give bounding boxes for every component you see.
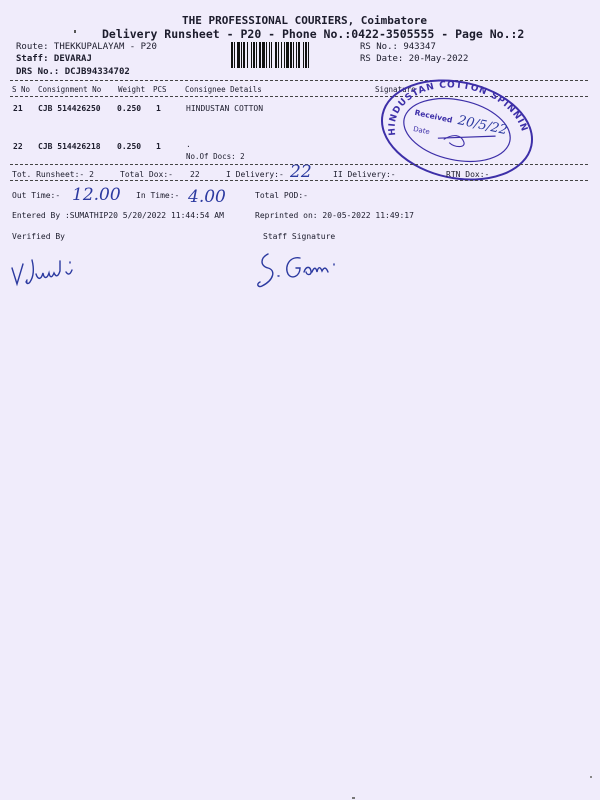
barcode-bar (293, 42, 294, 68)
row-consignment: CJB 514426218 (38, 142, 101, 151)
stamp-org: HINDUSTAN COTTON SPINNING (387, 80, 530, 137)
row-consignee: . (186, 140, 191, 149)
col-header-consignment: Consignment No (38, 85, 102, 94)
row-pcs: 1 (156, 104, 161, 113)
row-weight: 0.250 (117, 142, 142, 151)
staff-label: Staff: DEVARAJ (16, 54, 92, 64)
total-dox-label: Total Dox:- (120, 170, 173, 179)
in-time-handwritten: 4.00 (188, 187, 226, 207)
barcode-bar (256, 42, 257, 68)
scan-speck (590, 776, 592, 778)
verified-by-label: Verified By (12, 232, 65, 241)
rs-number: RS No.: 943347 (360, 42, 436, 52)
runsheet-subtitle: Delivery Runsheet - P20 - Phone No.:0422-3505555 - Page No.:2 (102, 27, 525, 41)
barcode-bar (275, 42, 277, 68)
rs-date: RS Date: 20-May-2022 (360, 54, 469, 64)
stamp-handwritten-date: 20/5/22 (456, 113, 509, 139)
route-label: Route: THEKKUPALAYAM - P20 (16, 42, 157, 52)
ii-delivery-label: II Delivery:- (333, 170, 396, 179)
barcode-bar (269, 42, 270, 68)
barcode-bar (278, 42, 279, 68)
out-time-handwritten: 12.00 (72, 185, 121, 205)
row-docs-note: No.Of Docs: 2 (186, 152, 245, 161)
barcode-bar (262, 42, 265, 68)
entered-by: Entered By :SUMATHIP20 5/20/2022 11:44:54 AM (12, 211, 224, 220)
barcode-bar (286, 42, 289, 68)
received-stamp (376, 76, 538, 184)
row-consignment: CJB 514426250 (38, 104, 101, 113)
barcode-bar (237, 42, 240, 68)
barcode-bar (308, 42, 309, 68)
i-delivery-label: I Delivery:- (226, 170, 284, 179)
row-sno: 21 (13, 104, 23, 113)
tot-runsheet: Tot. Runsheet:- 2 (12, 170, 94, 179)
total-dox-value: 22 (190, 170, 200, 179)
barcode-bar (296, 42, 297, 68)
barcode-bar (281, 42, 282, 68)
barcode-bar (266, 42, 267, 68)
out-time-label: Out Time:- (12, 191, 61, 200)
barcode-bar (271, 42, 272, 68)
scan-speck (352, 797, 355, 799)
scan-speck (74, 30, 76, 33)
barcode-bar (234, 42, 235, 68)
col-header-pcs: PCS (153, 85, 167, 94)
i-delivery-handwritten: 22 (290, 162, 312, 182)
totals-bottom-rule (10, 180, 588, 181)
in-time-label: In Time:- (136, 191, 180, 200)
barcode-bar (303, 42, 304, 68)
barcode-bar (253, 42, 255, 68)
reprinted-on: Reprinted on: 20-05-2022 11:49:17 (255, 211, 414, 220)
barcode-bar (259, 42, 261, 68)
stamp-received-label: Received (413, 107, 454, 125)
barcode-bar (241, 42, 242, 68)
col-header-weight: Weight (118, 85, 146, 94)
barcode-bar (298, 42, 300, 68)
stamp-date-label: Date (412, 124, 431, 137)
barcode-image (230, 42, 354, 68)
barcode-bar (231, 42, 233, 68)
barcode-bar (305, 42, 307, 68)
total-pod-label: Total POD:- (255, 191, 308, 200)
row-consignee: HINDUSTAN COTTON (186, 104, 264, 113)
row-sno: 22 (13, 142, 23, 151)
svg-text:HINDUSTAN COTTON SPINNING MILL (376, 76, 538, 164)
drs-number: DRS No.: DCJB94334702 (16, 67, 130, 77)
verifier-signature (8, 250, 80, 290)
rtn-dox-label: RTN Dox:- (446, 170, 490, 179)
barcode-bar (284, 42, 285, 68)
company-title: THE PROFESSIONAL COURIERS, Coimbatore (182, 14, 428, 27)
barcode-bar (290, 42, 292, 68)
barcode-bar (247, 42, 248, 68)
row-weight: 0.250 (117, 104, 142, 113)
barcode-bar (243, 42, 245, 68)
barcode-bar (251, 42, 252, 68)
col-header-consignee: Consignee Details (185, 85, 262, 94)
staff-signature (252, 246, 348, 290)
row-pcs: 1 (156, 142, 161, 151)
col-header-sno: S No (12, 85, 31, 94)
staff-signature-label: Staff Signature (263, 232, 336, 241)
col-header-signature: Signature (375, 85, 416, 94)
